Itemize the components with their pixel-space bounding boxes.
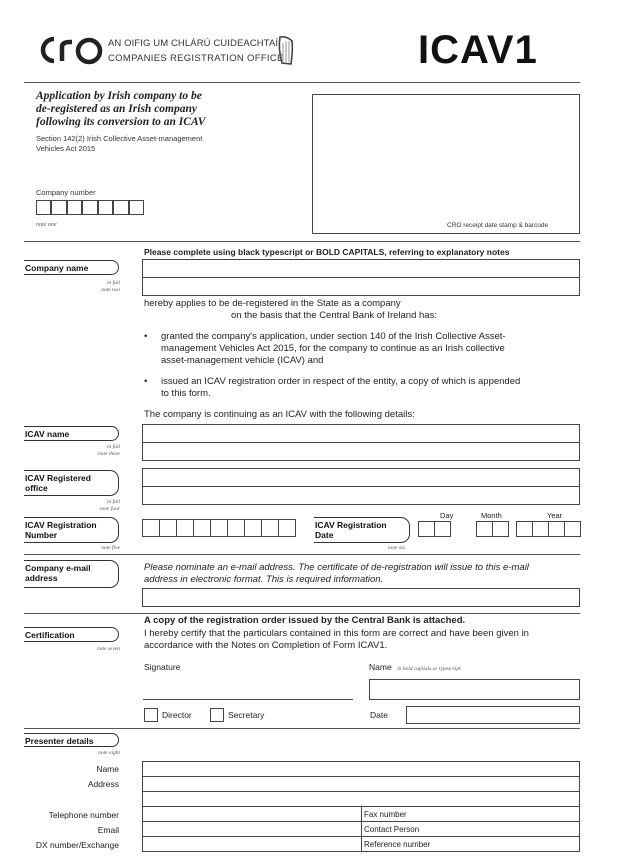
intro-title-line1: Application by Irish company to be	[36, 90, 202, 102]
director-label: Director	[162, 710, 192, 720]
icav-name-note	[60, 444, 120, 458]
note-in-full: in full	[107, 444, 120, 450]
icav-number-note: note five	[101, 545, 120, 551]
presenter-address-input-1[interactable]	[142, 776, 580, 792]
intro-section-line2: Vehicles Act 2015	[36, 144, 96, 153]
icav-date-day-field[interactable]	[418, 521, 450, 537]
secretary-checkbox[interactable]	[210, 708, 224, 722]
icav-date-tab-line2: Date	[315, 530, 334, 540]
form-code: ICAV1	[418, 28, 538, 72]
icav-number-cell[interactable]	[159, 519, 177, 537]
year-label: Year	[547, 511, 563, 520]
date-cell[interactable]	[532, 521, 549, 537]
company-number-cell[interactable]	[113, 200, 129, 215]
intro-title	[36, 90, 205, 129]
instructions: Please complete using black typescript or BOLD CAPITALS, referring to explanatory notes	[144, 247, 510, 257]
name-label-text: Name	[369, 662, 392, 672]
applies-line1: hereby applies to be de-registered in the State as a company	[144, 298, 401, 309]
cro-logo	[34, 30, 106, 70]
note-one: note one	[36, 222, 57, 228]
bullet2-text	[161, 376, 520, 400]
certification-text-line2: accordance with the Notes on Completion of Form ICAV1.	[144, 640, 388, 651]
certification-text-line1: I hereby certify that the particulars contained in this form are correct and have been given in	[144, 628, 529, 639]
presenter-address-input-2[interactable]	[142, 791, 580, 807]
company-number-cell[interactable]	[98, 200, 113, 215]
company-number-cell[interactable]	[51, 200, 67, 215]
presenter-note: note eight	[98, 750, 120, 756]
date-cell[interactable]	[476, 521, 493, 537]
icav-name-input-1[interactable]	[142, 424, 580, 443]
bullet2-line1: issued an ICAV registration order in respect of the entity, a copy of which is appended	[161, 376, 521, 387]
bullet1-line3: asset-management vehicle (ICAV) and	[161, 355, 324, 366]
email-tab	[24, 560, 119, 588]
bullet1-line2: management Vehicles Act 2015, for the company to continue as an Irish collective	[161, 343, 505, 354]
applies-line2: on the basis that the Central Bank of Ireland has:	[231, 310, 437, 321]
presenter-telephone-label: Telephone number	[48, 810, 119, 820]
icav-number-cell[interactable]	[142, 519, 160, 537]
bullet-mark: •	[144, 376, 148, 387]
company-number-cell[interactable]	[36, 200, 51, 215]
month-label: Month	[481, 511, 502, 520]
icav-divider	[24, 554, 580, 555]
name-label-note: in bold capitals or typescript	[397, 666, 461, 672]
icav-number-cell[interactable]	[261, 519, 279, 537]
bullet2-line2: to this form.	[161, 388, 211, 399]
icav-number-tab	[24, 517, 119, 543]
presenter-telephone-input[interactable]	[142, 806, 362, 822]
bullet-mark: •	[144, 331, 148, 342]
day-label: Day	[440, 511, 454, 520]
company-number-cell[interactable]	[129, 200, 144, 215]
icav-date-note: note six	[388, 545, 405, 551]
icav-date-month-field[interactable]	[476, 521, 508, 537]
presenter-dx-label: DX number/Exchange	[35, 840, 119, 850]
date-cell[interactable]	[418, 521, 435, 537]
intro-title-line2: de-registered as an Irish company	[36, 103, 197, 115]
office-name-irish: AN OIFIG UM CHLÁRÚ CUIDEACHTAÍ	[108, 38, 279, 49]
icav-office-input-1[interactable]	[142, 468, 580, 487]
icav-office-tab-line2: office	[25, 483, 48, 493]
note-three: note three	[98, 451, 120, 457]
icav-number-cell[interactable]	[227, 519, 245, 537]
email-text-line2: address in electronic format. This is required information.	[144, 574, 384, 585]
cro-logo-icon	[34, 30, 106, 70]
presenter-dx-input[interactable]	[142, 836, 362, 852]
date-cell[interactable]	[564, 521, 581, 537]
director-checkbox[interactable]	[144, 708, 158, 722]
icav-date-tab	[314, 517, 410, 543]
certification-divider	[24, 728, 580, 729]
bullet1-line1: granted the company's application, under section 140 of the Irish Collective Asset-	[161, 331, 506, 342]
company-name-input-1[interactable]	[142, 259, 580, 278]
receipt-stamp-label: CRO receipt date stamp & barcode	[447, 222, 549, 229]
intro-section	[36, 134, 202, 154]
icav-date-year-field[interactable]	[516, 521, 580, 537]
company-number-cell[interactable]	[82, 200, 98, 215]
icav-office-tab	[24, 470, 119, 496]
icav-number-cell[interactable]	[176, 519, 194, 537]
icav-number-cell[interactable]	[210, 519, 228, 537]
icav-number-cell[interactable]	[193, 519, 211, 537]
note-four: note four	[99, 506, 120, 512]
signature-label: Signature	[144, 662, 181, 672]
name-input[interactable]	[369, 679, 580, 700]
date-cell[interactable]	[434, 521, 451, 537]
note-in-full: in full	[107, 499, 120, 505]
icav-number-tab-line1: ICAV Registration	[25, 520, 97, 530]
company-name-input-2[interactable]	[142, 277, 580, 296]
icav-office-note	[60, 499, 120, 513]
icav-number-cell[interactable]	[278, 519, 296, 537]
certification-heading: A copy of the registration order issued by the Central Bank is attached.	[144, 615, 466, 626]
bullet1-text	[161, 331, 506, 367]
presenter-tab: Presenter details	[24, 733, 119, 747]
certification-note: note seven	[96, 646, 120, 652]
certification-text	[144, 628, 529, 652]
icav-office-tab-line1: ICAV Registered	[25, 473, 91, 483]
presenter-name-label: Name	[96, 764, 119, 774]
presenter-contact-label: Contact Person	[364, 825, 420, 834]
icav-office-input-2[interactable]	[142, 486, 580, 505]
receipt-stamp-box	[312, 94, 580, 234]
icav-name-input-2[interactable]	[142, 442, 580, 461]
note-in-full: in full	[107, 280, 120, 286]
email-tab-line2: address	[25, 573, 58, 583]
secretary-label: Secretary	[228, 710, 265, 720]
office-name-english: COMPANIES REGISTRATION OFFICE	[108, 53, 284, 64]
harp-icon	[276, 35, 296, 67]
icav-number-tab-line2: Number	[25, 530, 58, 540]
icav-number-cell[interactable]	[244, 519, 262, 537]
email-text-line1: Please nominate an e-mail address. The certificate of de-registration will issue to this e-mail	[144, 562, 529, 573]
icav-date-tab-line1: ICAV Registration	[315, 520, 387, 530]
continuing-text: The company is continuing as an ICAV with the following details:	[144, 409, 415, 420]
intro-divider	[24, 241, 580, 242]
presenter-email-input[interactable]	[142, 821, 362, 837]
name-label	[369, 662, 461, 672]
date-label: Date	[370, 710, 388, 720]
email-tab-line1: Company e-mail	[25, 563, 91, 573]
intro-section-line1: Section 142(2) Irish Collective Asset-management	[36, 134, 203, 143]
date-cell[interactable]	[492, 521, 509, 537]
company-name-tab: Company name	[24, 260, 119, 275]
company-number-field[interactable]	[36, 200, 144, 215]
company-number-label: Company number	[36, 188, 96, 197]
signature-line[interactable]	[143, 680, 353, 700]
icav-number-field[interactable]	[142, 519, 297, 537]
certification-tab: Certification	[24, 627, 119, 642]
presenter-reference-label: Reference number	[364, 840, 431, 849]
presenter-address-label: Address	[87, 779, 119, 789]
intro-title-line3: following its conversion to an ICAV	[36, 116, 206, 128]
date-cell[interactable]	[516, 521, 533, 537]
company-name-note	[60, 280, 120, 294]
presenter-name-input[interactable]	[142, 761, 580, 777]
icav-name-tab: ICAV name	[24, 426, 119, 441]
email-divider	[24, 613, 580, 614]
date-input[interactable]	[406, 706, 580, 724]
date-cell[interactable]	[548, 521, 565, 537]
email-instructions	[144, 562, 529, 586]
header-divider	[24, 82, 580, 83]
presenter-fax-label: Fax number	[364, 810, 407, 819]
email-input[interactable]	[142, 588, 580, 607]
note-two: note two	[101, 287, 120, 293]
presenter-email-label: Email	[97, 825, 119, 835]
company-number-cell[interactable]	[67, 200, 82, 215]
